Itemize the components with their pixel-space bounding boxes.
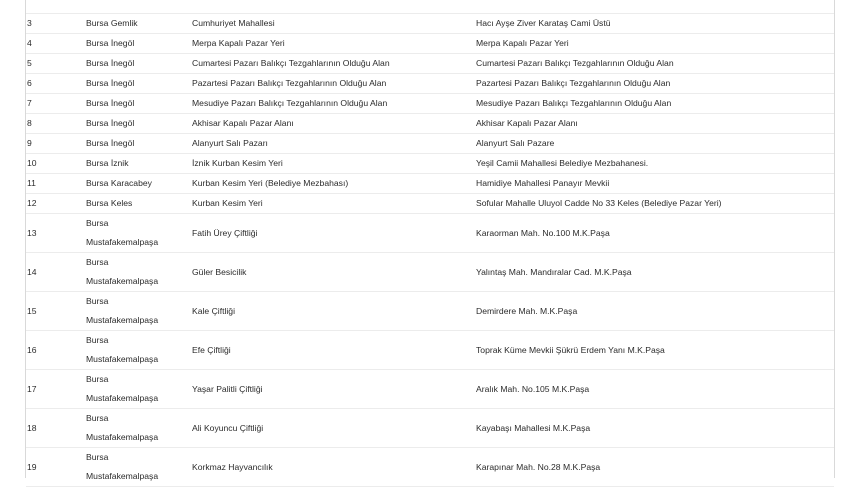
location-address: Sofular Mahalle Uluyol Cadde No 33 Keles (Belediye Pazar Yeri) xyxy=(474,194,834,214)
location-name: Merpa Kapalı Pazar Yeri xyxy=(190,34,474,54)
city-cell xyxy=(84,74,190,94)
city-name: Bursa xyxy=(86,218,109,228)
district-name: Mustafakemalpaşa xyxy=(86,471,159,481)
city-cell xyxy=(84,292,190,331)
city-cell xyxy=(84,34,190,54)
location-name: Kurban Kesim Yeri xyxy=(190,194,474,214)
location-address: Toprak Küme Mevkii Şükrü Erdem Yanı M.K.Paşa xyxy=(474,331,834,370)
district-name: Mustafakemalpaşa xyxy=(86,432,159,442)
location-address: Hamidiye Mahallesi Panayır Mevkii xyxy=(474,174,834,194)
city-name: Bursa İnegöl xyxy=(86,118,135,128)
city-name: Bursa İnegöl xyxy=(86,138,135,148)
city-cell xyxy=(84,194,190,214)
location-name: Cumartesi Pazarı Balıkçı Tezgahlarının Olduğu Alan xyxy=(190,54,474,74)
location-address: Kayabaşı Mahallesi M.K.Paşa xyxy=(474,409,834,448)
location-name: Cumhuriyet Mahallesi xyxy=(190,14,474,34)
city-cell xyxy=(84,448,190,487)
city-cell xyxy=(84,54,190,74)
location-address: Karaorman Mah. No.100 M.K.Paşa xyxy=(474,214,834,253)
table-row xyxy=(26,34,834,54)
row-number: 19 xyxy=(26,448,84,487)
city-cell xyxy=(84,370,190,409)
city-cell xyxy=(84,14,190,34)
row-number: 4 xyxy=(26,34,84,54)
city-cell xyxy=(84,409,190,448)
location-address: Aralık Mah. No.105 M.K.Paşa xyxy=(474,370,834,409)
row-number xyxy=(26,0,84,14)
city-cell xyxy=(84,331,190,370)
row-number: 17 xyxy=(26,370,84,409)
row-number: 14 xyxy=(26,253,84,292)
city-cell xyxy=(84,114,190,134)
location-name: Efe Çiftliği xyxy=(190,331,474,370)
row-number: 9 xyxy=(26,134,84,154)
city-cell xyxy=(84,0,190,14)
row-number: 15 xyxy=(26,292,84,331)
table-row xyxy=(26,194,834,214)
city-name: Bursa xyxy=(86,452,109,462)
city-name: Bursa xyxy=(86,257,109,267)
location-address: Karapınar Mah. No.28 M.K.Paşa xyxy=(474,448,834,487)
location-name: Kale Çiftliği xyxy=(190,292,474,331)
table-row xyxy=(26,448,834,487)
row-number: 3 xyxy=(26,14,84,34)
locations-table xyxy=(26,0,834,487)
location-address xyxy=(474,0,834,14)
row-number: 8 xyxy=(26,114,84,134)
location-address: Yalıntaş Mah. Mandıralar Cad. M.K.Paşa xyxy=(474,253,834,292)
location-name: Güler Besicilik xyxy=(190,253,474,292)
district-name: Mustafakemalpaşa xyxy=(86,315,159,325)
row-number: 11 xyxy=(26,174,84,194)
table-row xyxy=(26,214,834,253)
row-number: 5 xyxy=(26,54,84,74)
city-cell xyxy=(84,94,190,114)
table-row xyxy=(26,134,834,154)
city-cell xyxy=(84,174,190,194)
location-name: Ali Koyuncu Çiftliği xyxy=(190,409,474,448)
location-name: Akhisar Kapalı Pazar Alanı xyxy=(190,114,474,134)
location-name xyxy=(190,0,474,14)
district-name: Mustafakemalpaşa xyxy=(86,354,159,364)
location-address: Mesudiye Pazarı Balıkçı Tezgahlarının Olduğu Alan xyxy=(474,94,834,114)
city-name: Bursa İnegöl xyxy=(86,38,135,48)
city-name: Bursa İznik xyxy=(86,158,129,168)
table-row xyxy=(26,74,834,94)
location-address: Yeşil Camii Mahallesi Belediye Mezbahanesi. xyxy=(474,154,834,174)
row-number: 18 xyxy=(26,409,84,448)
city-cell xyxy=(84,253,190,292)
location-address: Merpa Kapalı Pazar Yeri xyxy=(474,34,834,54)
table-row xyxy=(26,54,834,74)
table-right-border xyxy=(834,0,835,478)
table-row xyxy=(26,14,834,34)
row-number: 7 xyxy=(26,94,84,114)
location-address: Akhisar Kapalı Pazar Alanı xyxy=(474,114,834,134)
location-name: Pazartesi Pazarı Balıkçı Tezgahlarının Olduğu Alan xyxy=(190,74,474,94)
district-name: Mustafakemalpaşa xyxy=(86,276,159,286)
table-row xyxy=(26,331,834,370)
location-address: Demirdere Mah. M.K.Paşa xyxy=(474,292,834,331)
table-row xyxy=(26,253,834,292)
location-name: İznik Kurban Kesim Yeri xyxy=(190,154,474,174)
city-name: Bursa xyxy=(86,374,109,384)
location-name: Fatih Ürey Çiftliği xyxy=(190,214,474,253)
row-number: 10 xyxy=(26,154,84,174)
table-row xyxy=(26,409,834,448)
row-number: 12 xyxy=(26,194,84,214)
row-number: 16 xyxy=(26,331,84,370)
location-name: Kurban Kesim Yeri (Belediye Mezbahası) xyxy=(190,174,474,194)
city-name: Bursa İnegöl xyxy=(86,58,135,68)
city-name: Bursa Karacabey xyxy=(86,178,152,188)
location-address: Alanyurt Salı Pazare xyxy=(474,134,834,154)
row-number: 6 xyxy=(26,74,84,94)
city-name: Bursa xyxy=(86,413,109,423)
city-cell xyxy=(84,154,190,174)
location-name: Alanyurt Salı Pazarı xyxy=(190,134,474,154)
location-address: Cumartesi Pazarı Balıkçı Tezgahlarının Olduğu Alan xyxy=(474,54,834,74)
district-name: Mustafakemalpaşa xyxy=(86,237,159,247)
table-row xyxy=(26,174,834,194)
table-row xyxy=(26,370,834,409)
table-row xyxy=(26,292,834,331)
city-name: Bursa İnegöl xyxy=(86,98,135,108)
city-name: Bursa xyxy=(86,335,109,345)
table-row xyxy=(26,114,834,134)
table-row xyxy=(26,0,834,14)
city-name: Bursa Gemlik xyxy=(86,18,138,28)
location-name: Mesudiye Pazarı Balıkçı Tezgahlarının Olduğu Alan xyxy=(190,94,474,114)
table-body xyxy=(26,0,834,487)
location-address: Hacı Ayşe Ziver Karataş Cami Üstü xyxy=(474,14,834,34)
city-cell xyxy=(84,134,190,154)
location-name: Yaşar Palitli Çiftliği xyxy=(190,370,474,409)
city-name: Bursa İnegöl xyxy=(86,78,135,88)
table-row xyxy=(26,154,834,174)
table-row xyxy=(26,94,834,114)
city-name: Bursa Keles xyxy=(86,198,133,208)
location-name: Korkmaz Hayvancılık xyxy=(190,448,474,487)
row-number: 13 xyxy=(26,214,84,253)
location-address: Pazartesi Pazarı Balıkçı Tezgahlarının Olduğu Alan xyxy=(474,74,834,94)
district-name: Mustafakemalpaşa xyxy=(86,393,159,403)
city-name: Bursa xyxy=(86,296,109,306)
city-cell xyxy=(84,214,190,253)
